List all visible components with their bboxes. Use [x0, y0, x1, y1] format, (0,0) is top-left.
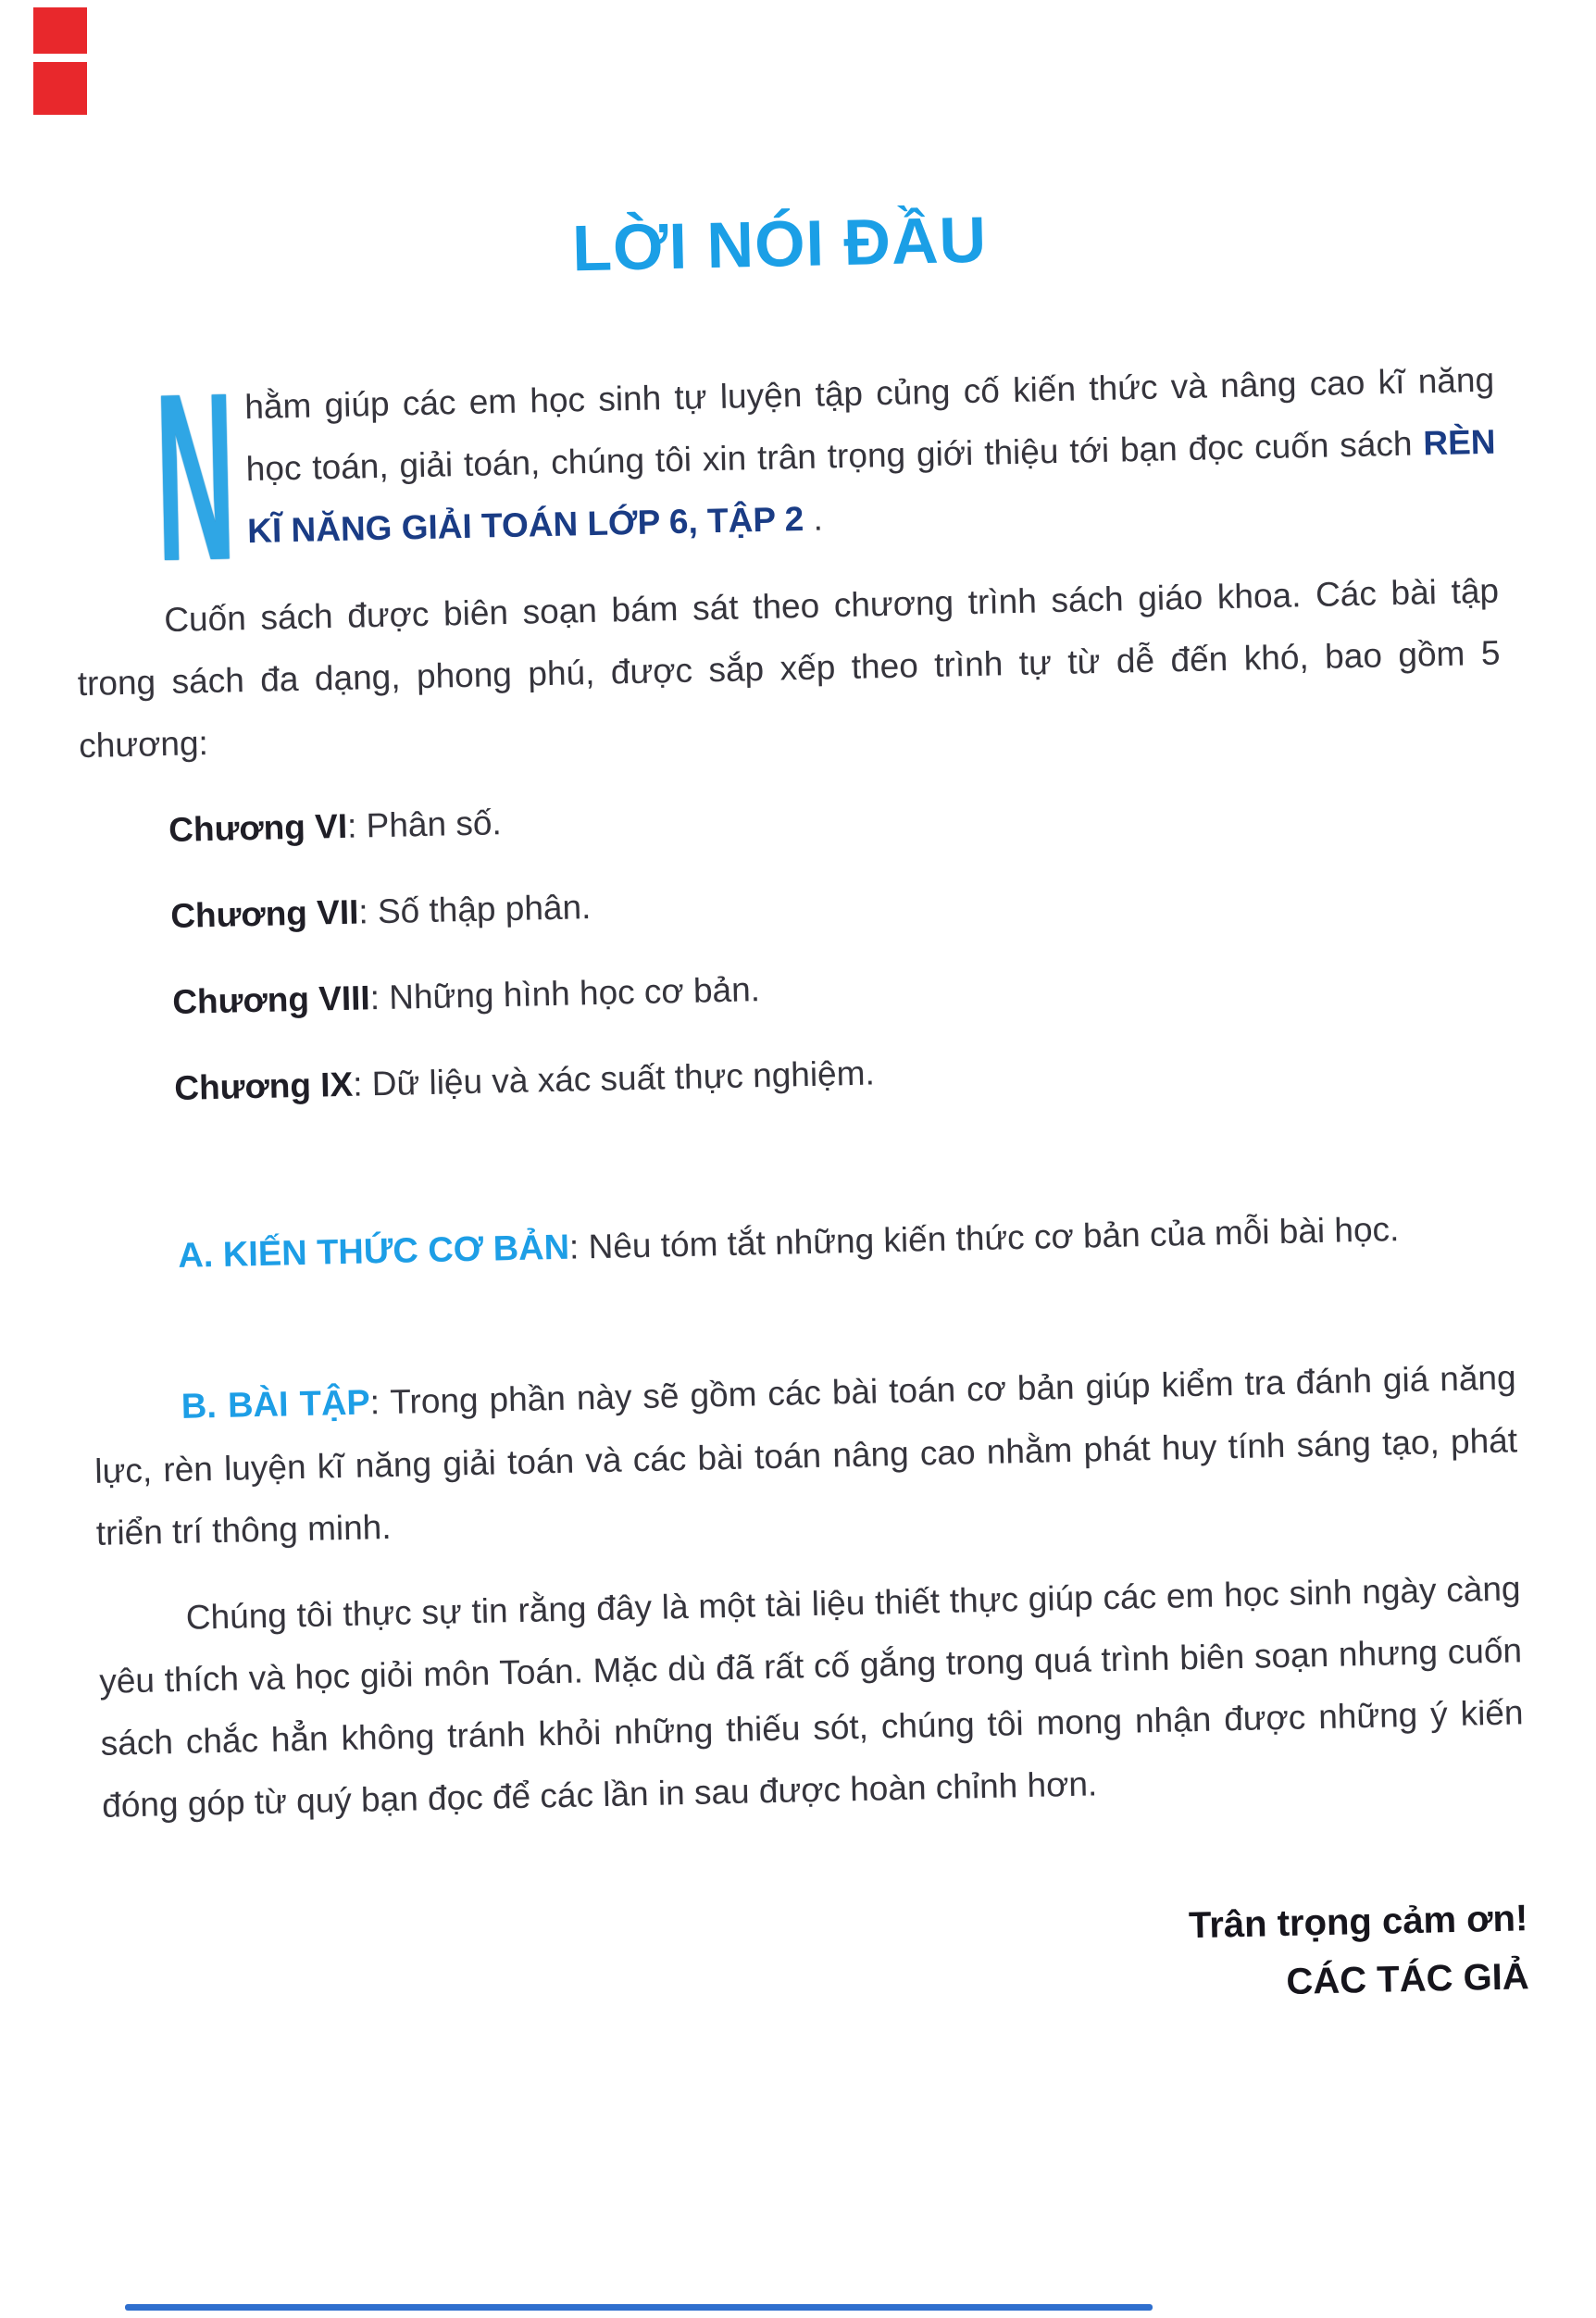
book-title: RÈN KĨ NĂNG GIẢI TOÁN LỚP 6, TẬP 2: [246, 422, 1496, 551]
chapter-label: Chương IX: [173, 1065, 354, 1107]
section-a-paragraph: [90, 1195, 1514, 1290]
chapter-list: [81, 771, 1511, 1146]
chapter-desc: : Những hình học cơ bản.: [369, 970, 761, 1017]
signoff: [105, 1889, 1529, 2037]
chapter-desc: : Dữ liệu và xác suất thực nghiệm.: [352, 1053, 876, 1103]
preface-paragraph-1: [71, 342, 1498, 612]
preface-paragraph-2: Cuốn sách được biên soạn bám sát theo chương trình sách giáo khoa. Các bài tập trong sách đa dạng, phong phú, được sắp xếp theo trình tự từ dễ đến khó, bao gồm 5 chương:: [77, 571, 1501, 766]
chapter-label: Chương VIII: [171, 978, 371, 1021]
chapter-item: [81, 771, 1504, 864]
section-a-text: : Nêu tóm tắt những kiến thức cơ bản của mỗi bài học.: [568, 1210, 1400, 1266]
page-content: [63, 0, 1536, 2318]
chapter-item: [84, 943, 1508, 1036]
section-b-heading: B. BÀI TẬP: [181, 1383, 371, 1427]
chapter-label: Chương VI: [168, 806, 348, 850]
section-b-paragraph: [93, 1346, 1519, 1564]
section-a-heading: A. KIẾN THỨC CƠ BẢN: [177, 1228, 570, 1276]
signoff-authors: CÁC TÁC GIẢ: [1286, 1956, 1530, 2002]
chapter-desc: : Phân số.: [346, 804, 503, 845]
chapter-desc: : Số thập phân.: [357, 888, 592, 931]
chapter-item: [82, 857, 1506, 950]
chapter-item: [86, 1028, 1510, 1121]
chapter-label: Chương VII: [169, 892, 359, 935]
signoff-thanks: Trân trọng cảm ơn!: [1188, 1898, 1528, 1947]
section-b-text: : Trong phần này sẽ gồm các bài toán cơ bản giúp kiểm tra đánh giá năng lực, rèn luyện kĩ năng giải toán và các bài toán nâng cao nhằm phát huy tính sáng tạo, phát triển trí thông minh.: [94, 1358, 1518, 1552]
dropcap-letter: N: [152, 342, 238, 612]
paragraph-1-text: hằm giúp các em học sinh tự luyện tập củng cố kiến thức và nâng cao kĩ năng học toán, giải toán, chúng tôi xin trân trọng giới thiệu tới bạn đọc cuốn sách: [243, 360, 1495, 489]
closing-paragraph: Chúng tôi thực sự tin rằng đây là một tài liệu thiết thực giúp các em học sinh ngày càng yêu thích và học giỏi môn Toán. Mặc dù đã rất cố gắng trong quá trình biên soạn nhưng cuốn sách chắc hẳn không tránh khỏi những thiếu sót, chúng tôi mong nhận được những ý kiến đóng góp từ quý bạn đọc để các lần in sau được hoàn chỉnh hơn.: [98, 1569, 1524, 1825]
paragraph-1-period: .: [812, 499, 824, 538]
page-title: LỜI NÓI ĐẦU: [571, 203, 988, 285]
